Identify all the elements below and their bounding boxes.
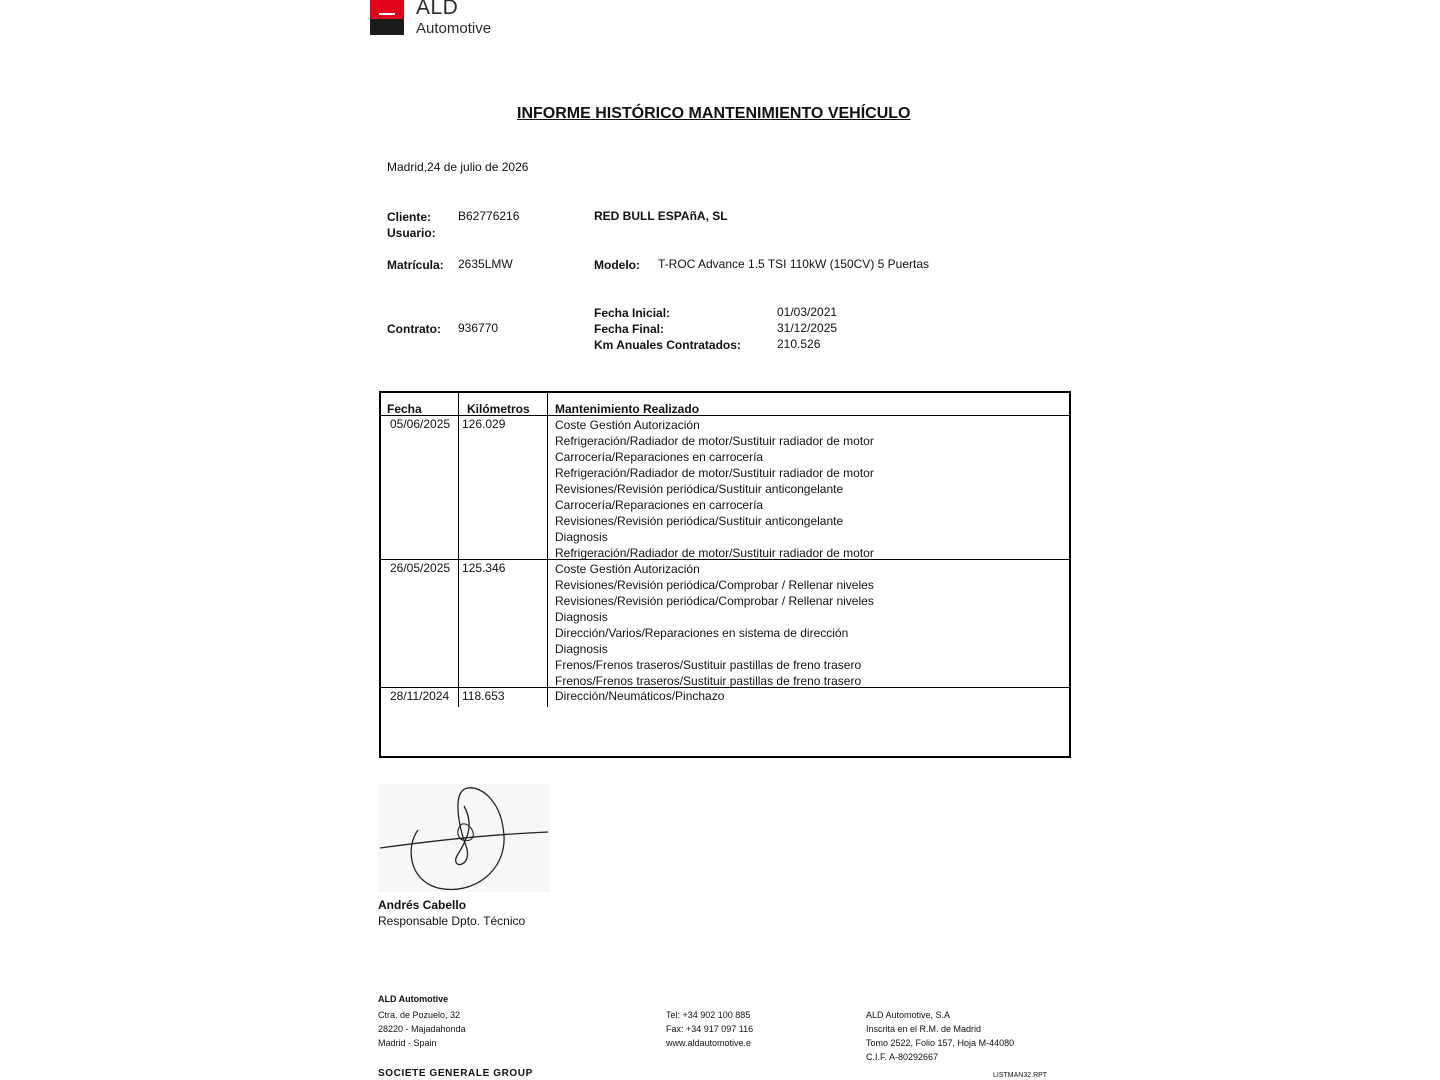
footer-registry-line: Inscrita en el R.M. de Madrid — [866, 1024, 982, 1034]
maintenance-item: Coste Gestión Autorización — [555, 562, 700, 576]
maintenance-item: Coste Gestión Autorización — [555, 418, 700, 432]
maintenance-item: Revisiones/Revisión periódica/Sustituir anticongelante — [555, 482, 844, 496]
row-date: 28/11/2024 — [390, 689, 450, 703]
fecha-final-label: Fecha Final: — [594, 322, 665, 336]
column-header-fecha: Fecha — [387, 402, 422, 416]
footer-fax: Fax: +34 917 097 116 — [666, 1024, 754, 1034]
footer-address-line: 28220 - Majadahonda — [378, 1024, 466, 1034]
maintenance-item: Diagnosis — [555, 642, 608, 656]
modelo-value: T-ROC Advance 1.5 TSI 110kW (150CV) 5 Puertas — [658, 257, 930, 271]
footer-registry-line: ALD Automotive, S.A — [866, 1010, 951, 1020]
km-anuales-label: Km Anuales Contratados: — [594, 338, 741, 352]
maintenance-item: Carrocería/Reparaciones en carrocería — [555, 450, 764, 464]
row-km: 118.653 — [462, 689, 505, 703]
maintenance-item: Revisiones/Revisión periódica/Sustituir anticongelante — [555, 514, 844, 528]
maintenance-item: Revisiones/Revisión periódica/Comprobar / Rellenar niveles — [555, 578, 874, 592]
row-km: 126.029 — [462, 417, 506, 431]
matricula-label: Matrícula: — [387, 258, 444, 272]
matricula-value: 2635LMW — [458, 257, 513, 271]
fecha-final-value: 31/12/2025 — [777, 321, 838, 335]
maintenance-item: Carrocería/Reparaciones en carrocería — [555, 498, 764, 512]
row-date: 05/06/2025 — [390, 417, 451, 431]
contrato-label: Contrato: — [387, 322, 441, 336]
maintenance-item: Refrigeración/Radiador de motor/Sustituir radiador de motor — [555, 434, 874, 448]
km-anuales-value: 210.526 — [777, 337, 821, 351]
cliente-label: Cliente: — [387, 210, 432, 224]
row-maintenance-list — [555, 561, 874, 689]
ald-logo — [370, 0, 502, 36]
footer-address-line: Ctra. de Pozuelo, 32 — [378, 1010, 461, 1020]
maintenance-item: Refrigeración/Radiador de motor/Sustituir radiador de motor — [555, 546, 874, 560]
signatory-role: Responsable Dpto. Técnico — [378, 914, 526, 928]
footer-address — [378, 1008, 466, 1050]
maintenance-item: Diagnosis — [555, 530, 608, 544]
usuario-label: Usuario: — [387, 226, 436, 240]
signature-image — [378, 784, 550, 892]
footer-registry-line: C.I.F. A-80292667 — [866, 1052, 939, 1062]
cliente-name: RED BULL ESPAñA, SL — [594, 209, 728, 223]
fecha-inicial-value: 01/03/2021 — [777, 305, 838, 319]
fecha-inicial-label: Fecha Inicial: — [594, 306, 671, 320]
place-date: Madrid,24 de julio de 2026 — [387, 160, 529, 174]
maintenance-item: Frenos/Frenos traseros/Sustituir pastillas de freno trasero — [555, 658, 862, 672]
row-maintenance-list — [555, 417, 874, 561]
footer-registry — [866, 1008, 1014, 1064]
footer-contact — [666, 1008, 753, 1050]
page-title: INFORME HISTÓRICO MANTENIMIENTO VEHÍCULO — [517, 105, 911, 122]
contrato-value: 936770 — [458, 321, 499, 335]
row-km: 125.346 — [462, 561, 506, 575]
maintenance-item: Frenos/Frenos traseros/Sustituir pastillas de freno trasero — [555, 674, 862, 688]
maintenance-table — [379, 391, 1071, 758]
column-header-kilometros: Kilómetros — [467, 402, 530, 416]
footer-address-line: Madrid - Spain — [378, 1038, 437, 1048]
footer-company: ALD Automotive — [378, 994, 449, 1004]
group-tagline: SOCIETE GENERALE GROUP — [378, 1068, 533, 1079]
footer-website[interactable]: www.aldautomotive.e — [666, 1038, 752, 1048]
modelo-label: Modelo: — [594, 258, 640, 272]
report-code: LISTMAN32.RPT — [993, 1072, 1048, 1079]
cliente-value: B62776216 — [458, 209, 520, 223]
column-header-mantenimiento: Mantenimiento Realizado — [555, 402, 700, 416]
footer-phone: Tel: +34 902 100 885 — [666, 1010, 751, 1020]
signatory-name: Andrés Cabello — [378, 898, 467, 912]
ald-logo-text: ALD — [416, 0, 459, 19]
ald-logo-mark — [370, 0, 404, 35]
row-date: 26/05/2025 — [390, 561, 451, 575]
maintenance-item: Diagnosis — [555, 610, 608, 624]
maintenance-item: Refrigeración/Radiador de motor/Sustituir radiador de motor — [555, 466, 874, 480]
maintenance-item: Revisiones/Revisión periódica/Comprobar / Rellenar niveles — [555, 594, 874, 608]
maintenance-item: Dirección/Neumáticos/Pinchazo — [555, 689, 725, 703]
footer-registry-line: Tomo 2522, Folio 157, Hoja M-44080 — [866, 1038, 1015, 1048]
maintenance-item: Dirección/Varios/Reparaciones en sistema de dirección — [555, 626, 849, 640]
ald-logo-subtext: Automotive — [416, 20, 492, 37]
row-maintenance-list — [555, 688, 724, 704]
